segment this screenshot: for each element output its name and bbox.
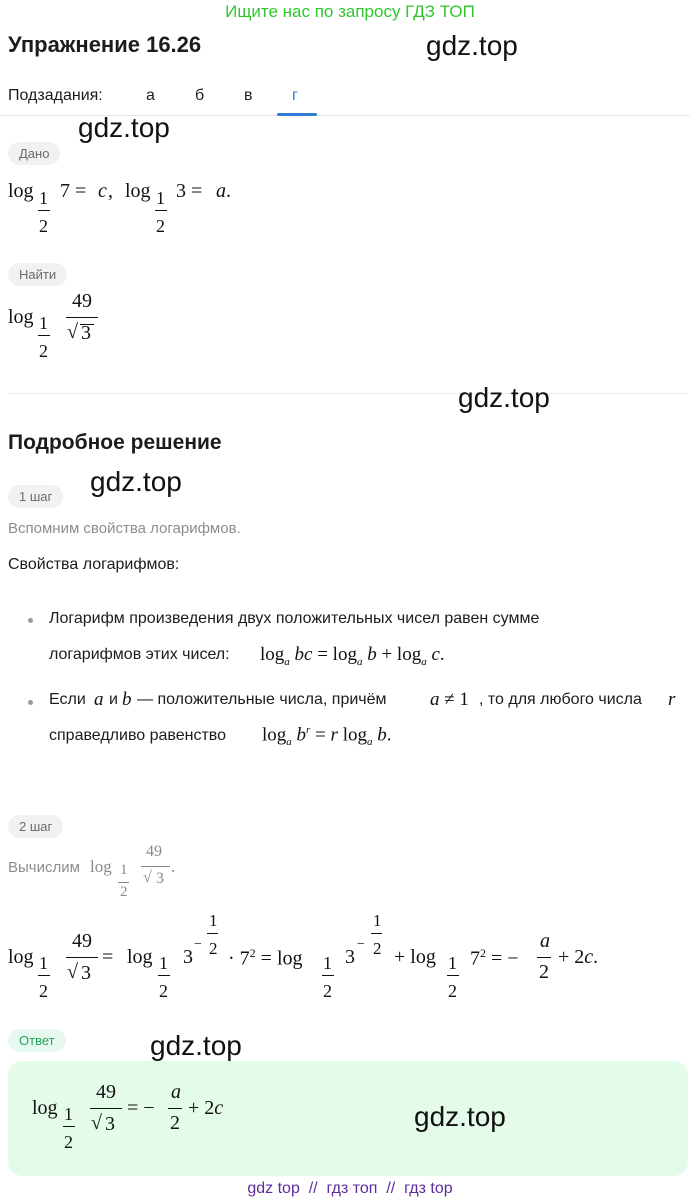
footer-link-gdz-top-mixed[interactable]: гдз top (404, 1180, 453, 1197)
base-num: 1 (159, 953, 168, 973)
exp-fraction-line (371, 933, 382, 934)
watermark: gdz.top (78, 112, 170, 143)
frac-num: 49 (96, 1081, 116, 1103)
expr-three: 3 = (176, 180, 203, 202)
watermark: gdz.top (414, 1101, 506, 1132)
sqrt-arg: 3 (81, 322, 91, 344)
bullet2-line2: справедливо равенство (49, 727, 226, 744)
tab-a[interactable]: а (146, 87, 155, 104)
var-a: a (171, 1081, 181, 1103)
exp-num: 1 (209, 911, 218, 930)
step2-badge: 2 шаг (8, 815, 63, 838)
watermark: gdz.top (150, 1030, 242, 1061)
solution-heading: Подробное решение (8, 431, 222, 454)
base-den: 2 (39, 341, 48, 361)
base-fraction-line (158, 975, 170, 976)
base-three: 3 (345, 946, 355, 968)
var-a: a (540, 930, 550, 952)
fraction-line (66, 317, 98, 318)
times-seven-sq: · $7^2 = \log$ (228, 946, 303, 970)
period: . (171, 857, 176, 876)
tab-v[interactable]: в (244, 87, 253, 104)
frac-num: 49 (72, 290, 92, 312)
sqrt-sign: √ (143, 869, 152, 886)
page-title: Упражнение 16.26 (8, 32, 202, 57)
log-text: log (8, 306, 34, 328)
equals-minus: = − (127, 1097, 155, 1119)
base-num: 1 (64, 1104, 73, 1124)
footer-separator: // (308, 1180, 318, 1197)
frac-num: 49 (146, 843, 162, 860)
base-den: 2 (156, 216, 165, 236)
sqrt-sign: √ (67, 321, 78, 343)
base-num: 1 (323, 953, 332, 973)
log-text: log (32, 1097, 58, 1119)
fraction-line (66, 957, 98, 958)
footer-links (0, 1180, 700, 1198)
var-r: r (668, 689, 676, 710)
base-num: 1 (39, 188, 48, 208)
section-divider (8, 393, 688, 394)
exp-fraction-line (207, 933, 218, 934)
fraction-line (90, 1108, 122, 1109)
step1-badge: 1 шаг (8, 485, 63, 508)
search-banner: Ищите нас по запросу ГДЗ ТОП (225, 2, 475, 21)
base-den: 2 (64, 1132, 73, 1152)
fraction-line (141, 866, 170, 867)
given-badge: Дано (8, 142, 60, 165)
sqrt-sign: √ (67, 961, 78, 983)
exp-minus: − (357, 937, 365, 952)
base-num: 1 (120, 862, 128, 878)
seven-sq-eq: $7^2$ = − (470, 946, 519, 970)
base-fraction-line (38, 335, 50, 336)
answer-badge: Ответ (8, 1029, 66, 1052)
base-den: 2 (448, 981, 457, 1001)
sqrt-arg: 3 (156, 870, 164, 887)
plus-log: + log (394, 946, 436, 968)
bullet2-and: и (109, 691, 118, 708)
var-a: a (94, 689, 104, 710)
base-fraction-line (38, 975, 50, 976)
period: . (226, 180, 231, 202)
base-num: 1 (39, 313, 48, 333)
base-den: 2 (323, 981, 332, 1001)
plus-2c: + 2c. (558, 946, 599, 968)
fraction-line (168, 1108, 182, 1109)
fraction-line (537, 957, 551, 958)
base-den: 2 (120, 884, 128, 900)
tab-b[interactable]: б (195, 87, 205, 104)
watermark: gdz.top (458, 382, 550, 413)
power-rule-formula: $\log_a b^r = r$ $\log_a b$. (262, 724, 392, 749)
base-den: 2 (39, 981, 48, 1001)
base-den: 2 (39, 216, 48, 236)
base-num: 1 (39, 953, 48, 973)
frac-num: 49 (72, 930, 92, 952)
comma: , (108, 180, 113, 202)
log-text: log (127, 946, 153, 968)
watermark: gdz.top (426, 30, 518, 61)
sqrt-arg: 3 (105, 1113, 115, 1135)
footer-separator: // (386, 1180, 396, 1197)
base-fraction-line (38, 210, 50, 211)
find-badge: Найти (8, 263, 67, 286)
exp-den: 2 (373, 939, 382, 958)
step1-intro: Вспомним свойства логарифмов. (8, 520, 241, 537)
base-fraction-line (118, 882, 129, 883)
bullet2-suffix: , то для любого числа (479, 691, 642, 708)
log-text: log (125, 180, 151, 202)
bullet2-mid: — положительные числа, причём (137, 691, 387, 708)
watermark: gdz.top (90, 466, 182, 497)
exp-minus: − (194, 937, 202, 952)
tab-active-indicator (277, 113, 317, 116)
plus-2c: + 2c (188, 1097, 224, 1119)
bullet (28, 618, 33, 623)
base-fraction-line (447, 975, 459, 976)
bullet1-line2: логарифмов этих чисел: (49, 646, 230, 663)
subtasks-label: Подзадания: (8, 87, 103, 104)
bullet (28, 700, 33, 705)
bullet1-line1: Логарифм произведения двух положительных чисел равен сумме (49, 610, 540, 627)
base-fraction-line (155, 210, 167, 211)
equals: = (102, 946, 114, 968)
frac-den: 2 (539, 961, 549, 983)
base-num: 1 (156, 188, 165, 208)
var-b: b (122, 689, 132, 710)
sqrt-arg: 3 (81, 962, 91, 984)
base-den: 2 (159, 981, 168, 1001)
props-title: Свойства логарифмов: (8, 556, 180, 573)
footer-link-gdz-top-ru[interactable]: гдз топ (326, 1180, 378, 1197)
footer-link-gdz-top[interactable]: gdz top (247, 1180, 300, 1197)
var-c: c (98, 180, 107, 202)
base-three: 3 (183, 946, 193, 968)
exp-num: 1 (373, 911, 382, 930)
log-text: log (8, 946, 34, 968)
frac-den: 2 (170, 1112, 180, 1134)
step2-intro: Вычислим (8, 859, 80, 876)
bullet2-prefix: Если (49, 691, 86, 708)
product-rule-formula: $\log_a$ bc = $\log_a b + \log_a c$. (260, 644, 445, 668)
log-text: log (8, 180, 34, 202)
base-num: 1 (448, 953, 457, 973)
sqrt-sign: √ (91, 1112, 102, 1134)
var-a: a (216, 180, 226, 202)
base-fraction-line (322, 975, 334, 976)
a-not-one: a ≠ 1 (430, 689, 469, 710)
base-fraction-line (63, 1126, 75, 1127)
exp-den: 2 (209, 939, 218, 958)
tab-g[interactable]: г (292, 87, 298, 104)
expr-seven: 7 = (60, 180, 87, 202)
log-text: log (90, 857, 112, 876)
